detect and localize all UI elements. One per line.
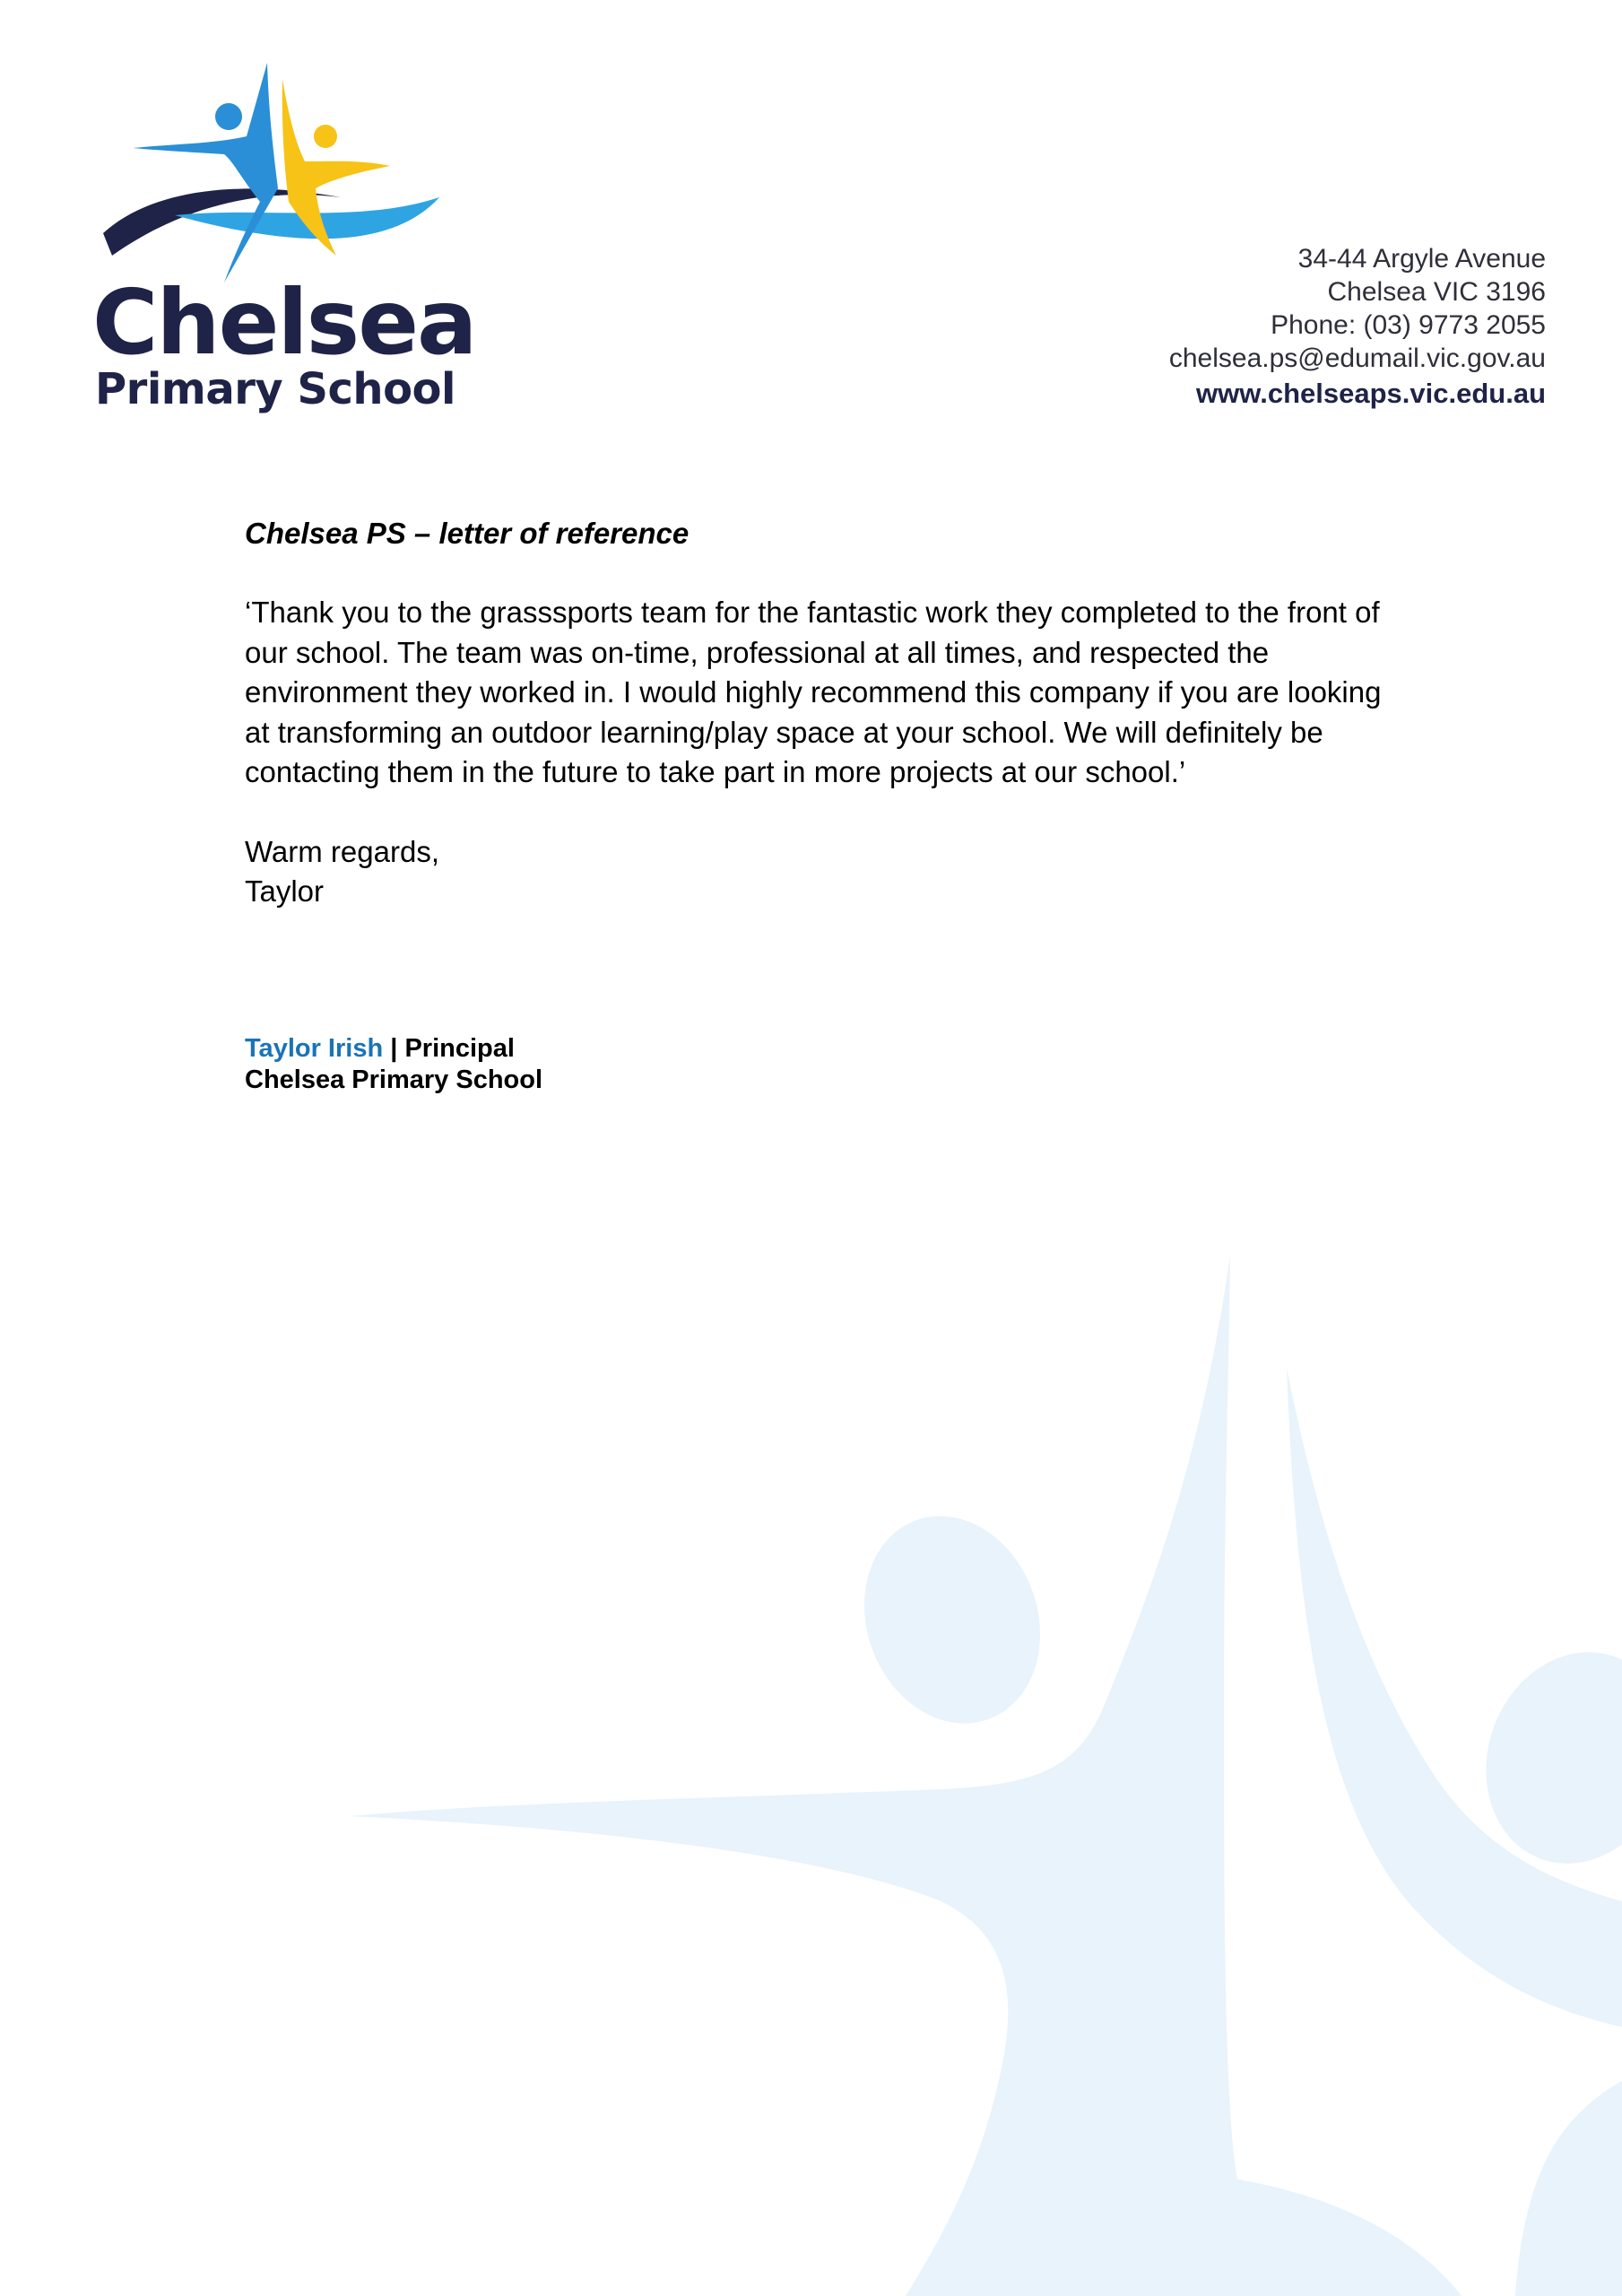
address-street: 34-44 Argyle Avenue [1297, 244, 1546, 274]
logo-school-subtitle: Primary School [95, 364, 455, 414]
letter-subject: Chelsea PS – letter of reference [245, 517, 690, 550]
letter-content [245, 514, 1401, 911]
signature-organisation: Chelsea Primary School [245, 1065, 543, 1094]
star-figures-logo-icon [90, 54, 448, 296]
letter-closing: Warm regards, [245, 834, 439, 868]
signature-name: Taylor Irish [245, 1034, 384, 1063]
school-logo [90, 54, 476, 422]
address-phone: Phone: (03) 9773 2055 [1271, 310, 1546, 340]
address-suburb: Chelsea VIC 3196 [1327, 277, 1546, 307]
letter-signoff: Taylor [245, 874, 325, 908]
school-address-block [1169, 242, 1546, 410]
signature-line [245, 1033, 542, 1065]
address-email[interactable]: chelsea.ps@edumail.vic.gov.au [1168, 344, 1546, 373]
logo-school-name: Chelsea [92, 270, 476, 375]
signature-title: Principal [404, 1034, 515, 1063]
letter-body: ‘Thank you to the grasssports team for the fantastic work they completed to the front of our school. The team was on-time, professional at all times, and respected the environment they worked in. I would highly recommend this company if you are looking at transforming an outdoor learning/play space at your school. We will definitely be contacting them in the future to take part in more projects at our school.’ [245, 596, 1382, 789]
signature-separator: | [390, 1034, 398, 1063]
signature-block [245, 1033, 542, 1096]
address-website[interactable]: www.chelseaps.vic.edu.au [1196, 378, 1546, 409]
